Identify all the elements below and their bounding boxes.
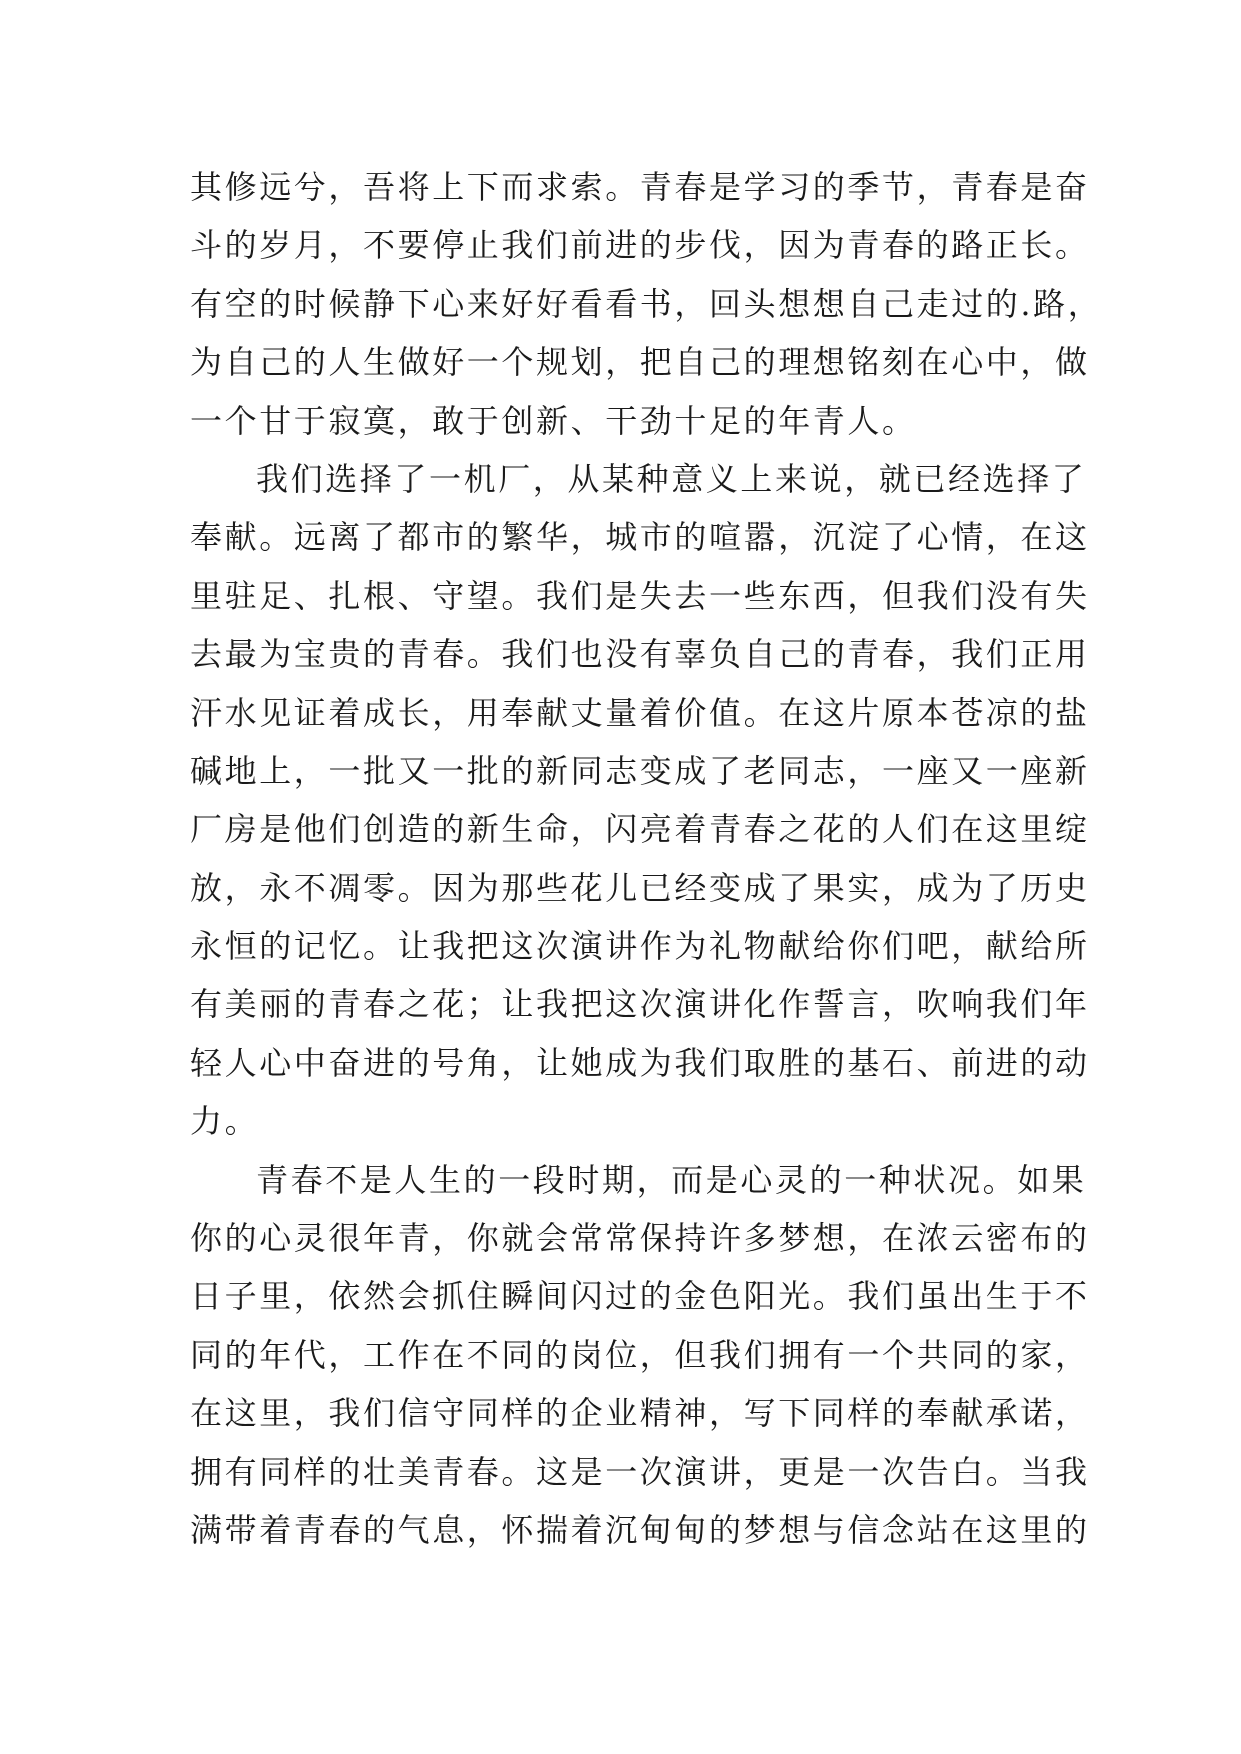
text-line: 我们选择了一机厂，从某种意义上来说，就已经选择了 — [256, 459, 1087, 498]
text-line: 力。 — [190, 1102, 260, 1141]
text-line: 有美丽的青春之花；让我把这次演讲化作誓言，吹响我们年 — [190, 985, 1090, 1024]
text-line: 有空的时候静下心来好好看看书，回头想想自己走过的.路， — [190, 284, 1103, 323]
text-line: 拥有同样的壮美青春。这是一次演讲，更是一次告白。当我 — [190, 1452, 1090, 1491]
text-line: 放，永不凋零。因为那些花儿已经变成了果实，成为了历史 — [190, 868, 1090, 907]
text-line: 碱地上，一批又一批的新同志变成了老同志，一座又一座新 — [190, 751, 1090, 790]
paragraph — [190, 158, 1103, 450]
text-line: 满带着青春的气息，怀揣着沉甸甸的梦想与信念站在这里的 — [190, 1510, 1090, 1549]
text-line: 汗水见证着成长，用奉献丈量着价值。在这片原本苍凉的盐 — [190, 693, 1090, 732]
text-line: 去最为宝贵的青春。我们也没有辜负自己的青春，我们正用 — [190, 635, 1090, 674]
text-line: 日子里，依然会抓住瞬间闪过的金色阳光。我们虽出生于不 — [190, 1277, 1090, 1316]
text-line: 永恒的记忆。让我把这次演讲作为礼物献给你们吧，献给所 — [190, 927, 1090, 966]
document-body — [190, 158, 1103, 1559]
text-line: 轻人心中奋进的号角，让她成为我们取胜的基石、前进的动 — [190, 1043, 1090, 1082]
text-line: 厂房是他们创造的新生命，闪亮着青春之花的人们在这里绽 — [190, 810, 1090, 849]
text-line: 里驻足、扎根、守望。我们是失去一些东西，但我们没有失 — [190, 576, 1090, 615]
text-line: 在这里，我们信守同样的企业精神，写下同样的奉献承诺， — [190, 1394, 1090, 1433]
text-line: 你的心灵很年青，你就会常常保持许多梦想，在浓云密布的 — [190, 1219, 1090, 1258]
text-line: 为自己的人生做好一个规划，把自己的理想铭刻在心中，做 — [190, 343, 1090, 382]
text-line: 奉献。远离了都市的繁华，城市的喧嚣，沉淀了心情，在这 — [190, 518, 1090, 557]
text-line: 一个甘于寂寞，敢于创新、干劲十足的年青人。 — [190, 401, 917, 440]
text-line: 青春不是人生的一段时期，而是心灵的一种状况。如果 — [256, 1160, 1087, 1199]
paragraph — [190, 1151, 1090, 1560]
paragraph — [190, 450, 1090, 1151]
text-line: 其修远兮，吾将上下而求索。青春是学习的季节，青春是奋 — [190, 168, 1090, 206]
text-line: 同的年代，工作在不同的岗位，但我们拥有一个共同的家， — [190, 1335, 1090, 1374]
text-line: 斗的岁月，不要停止我们前进的步伐，因为青春的路正长。 — [190, 226, 1090, 265]
